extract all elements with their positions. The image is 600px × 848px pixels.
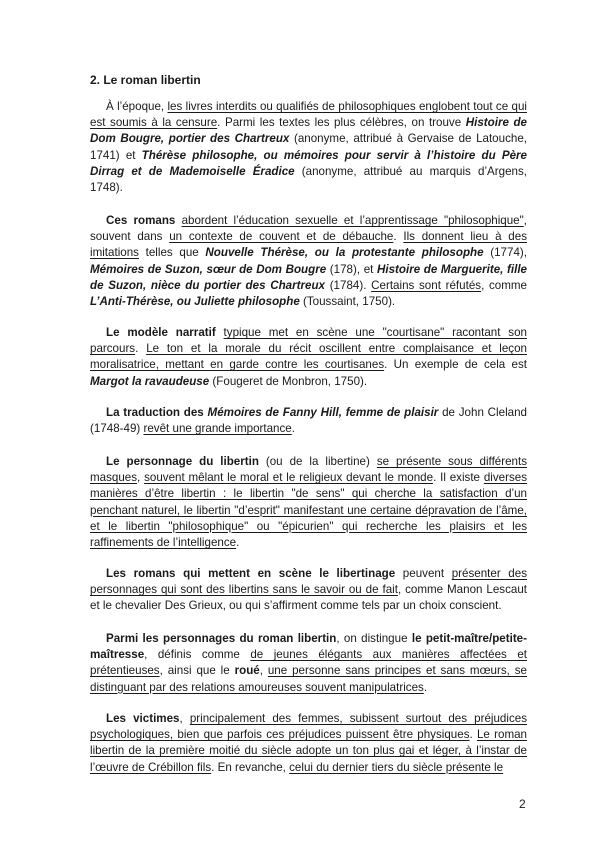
bold-lead: Ces romans xyxy=(106,214,176,227)
underlined-phrase: abordent l’éducation sexuelle et l’apprentissage "philosophique" xyxy=(181,214,524,227)
text-run: , comme Manon Lescaut et le chevalier Des Grieux, ou qui s’affirment comme tels par un choix conscient. xyxy=(90,583,527,613)
text-run: , comme xyxy=(481,278,528,292)
underlined-phrase: se présente sous différents masques xyxy=(90,455,528,485)
bold-lead: La traduction des xyxy=(106,406,208,419)
text-run xyxy=(216,326,224,339)
text-run: (anonyme, attribué à Gervaise de Latouche, 1741) et xyxy=(90,132,527,162)
book-title: Histoire de Dom Bougre, portier des Chartreux xyxy=(90,116,527,146)
text-run: , xyxy=(137,471,145,485)
text-run: de John Cleland (1748-49) xyxy=(90,406,527,436)
bold-lead: Le modèle narratif xyxy=(106,326,216,339)
underlined-phrase: Ils donnent lieu à des imitations xyxy=(90,230,527,260)
text-run: . En revanche, xyxy=(211,760,290,774)
paragraph-characters xyxy=(90,631,527,696)
underlined-phrase: de jeunes élégants aux manières affectées et prétentieuses xyxy=(90,648,527,678)
paragraph-novels xyxy=(90,213,527,310)
underlined-phrase: un contexte de couvent et de débauche xyxy=(169,230,394,244)
paragraph-narrative-model xyxy=(90,325,527,390)
bold-term: roué xyxy=(234,664,260,678)
text-run: . xyxy=(469,728,477,742)
underlined-phrase: les livres interdits ou qualifiés de philosophiques englobent tout ce qui est soumis à la censure xyxy=(90,100,527,130)
book-title: Nouvelle Thérèse, ou la protestante philosophe xyxy=(205,246,484,260)
text-run: (1784). xyxy=(325,278,372,292)
underlined-phrase: Le ton et la morale du récit oscillent entre complaisance et leçon moralisatrice, mettant en garde contre les courtisanes xyxy=(90,342,527,372)
underlined-phrase: diverses manières d’être libertin : le libertin "de sens" qui cherche la satisfaction d’un penchant naturel, le libertin "d’esprit" manifestant une certaine dépravation de l’âme, et le libertin "philosophique" ou "épicurien" qui recherche les plaisirs et les raffinements de l’intelligence xyxy=(90,471,528,550)
paragraph-libertinage-novels xyxy=(90,566,527,615)
underlined-phrase: présenter des personnages qui sont des libertins sans le savoir ou de fait xyxy=(90,567,527,597)
text-run: , on distingue xyxy=(336,632,412,645)
text-run: . xyxy=(135,342,147,356)
text-run: . xyxy=(393,230,404,244)
underlined-phrase: typique met en scène une "courtisane" racontant son parcours xyxy=(90,326,527,356)
text-run: (178), et xyxy=(326,262,377,276)
underlined-phrase: souvent mêlant le moral et le religieux devant le monde xyxy=(144,471,434,485)
underlined-phrase: celui du dernier tiers du siècle présente le xyxy=(289,760,504,774)
text-run: . xyxy=(236,536,240,550)
book-title: Histoire de Marguerite, fille de Suzon, nièce du portier des Chartreux xyxy=(90,262,527,292)
paragraph-fanny-hill xyxy=(90,405,527,437)
book-title: Mémoires de Fanny Hill, femme de plaisir xyxy=(207,406,439,419)
text-run: peuvent xyxy=(395,567,452,580)
paragraph-victims xyxy=(90,711,527,776)
text-run: . xyxy=(291,422,295,436)
book-title: Mémoires de Suzon, sœur de Dom Bougre xyxy=(90,262,327,276)
text-run: (anonyme, attribué au marquis d’Argens, 1748). xyxy=(90,164,527,195)
underlined-phrase: Le roman libertin de la première moitié du siècle adopte un ton plus gai et léger, à l’instar de l’œuvre de Crébillon fils xyxy=(90,728,527,774)
book-title: Thérèse philosophe, ou mémoires pour servir à l’histoire du Père Dirrag et de Mademoiselle Éradice xyxy=(90,148,527,178)
text-run: (1774), xyxy=(483,246,527,260)
text-run: . Parmi les textes les plus célèbres, on trouve xyxy=(217,116,466,130)
bold-term: le petit-maître/petite-maîtresse xyxy=(90,632,527,662)
text-run: . xyxy=(423,680,428,694)
text-run: . Il existe xyxy=(433,471,484,485)
text-run: , xyxy=(179,712,190,725)
text-run: (ou de la libertine) xyxy=(258,455,377,468)
underlined-phrase: principalement des femmes, subissent surtout des préjudices psychologiques, bien que parfois ces préjudices puissent être physiques xyxy=(90,712,527,742)
book-title: L’Anti-Thérèse, ou Juliette philosophe xyxy=(90,295,300,309)
bold-lead: Parmi les personnages du roman libertin xyxy=(106,632,337,645)
paragraph-libertine-character xyxy=(90,454,527,551)
bold-lead: Le personnage du libertin xyxy=(106,455,259,468)
text-run: (Toussaint, 1750). xyxy=(299,295,396,309)
text-run: (Fougeret de Monbron, 1750). xyxy=(209,374,368,388)
underlined-phrase: une personne sans principes et sans mœurs, se distinguant par des relations amoureuses souvent manipulatrices xyxy=(90,664,527,694)
bold-lead: Les romans qui mettent en scène le libertinage xyxy=(106,567,396,580)
bold-lead: Les victimes xyxy=(106,712,180,725)
text-run: telles que xyxy=(138,246,206,260)
section-heading: 2. Le roman libertin xyxy=(90,73,201,87)
text-run: , souvent dans xyxy=(90,214,527,244)
text-run: . Un exemple de cela est xyxy=(384,358,527,372)
paragraph-censorship xyxy=(90,99,527,196)
book-title: Margot la ravaudeuse xyxy=(90,374,210,388)
text-run: , définis comme xyxy=(144,648,251,662)
page-number: 2 xyxy=(519,797,526,811)
text-run: , xyxy=(259,664,268,678)
underlined-phrase: revêt une grande importance xyxy=(143,422,292,436)
text-run: À l’époque, xyxy=(106,100,168,113)
underlined-phrase: Certains sont réfutés xyxy=(371,278,482,292)
text-run: , ainsi que le xyxy=(159,664,235,678)
